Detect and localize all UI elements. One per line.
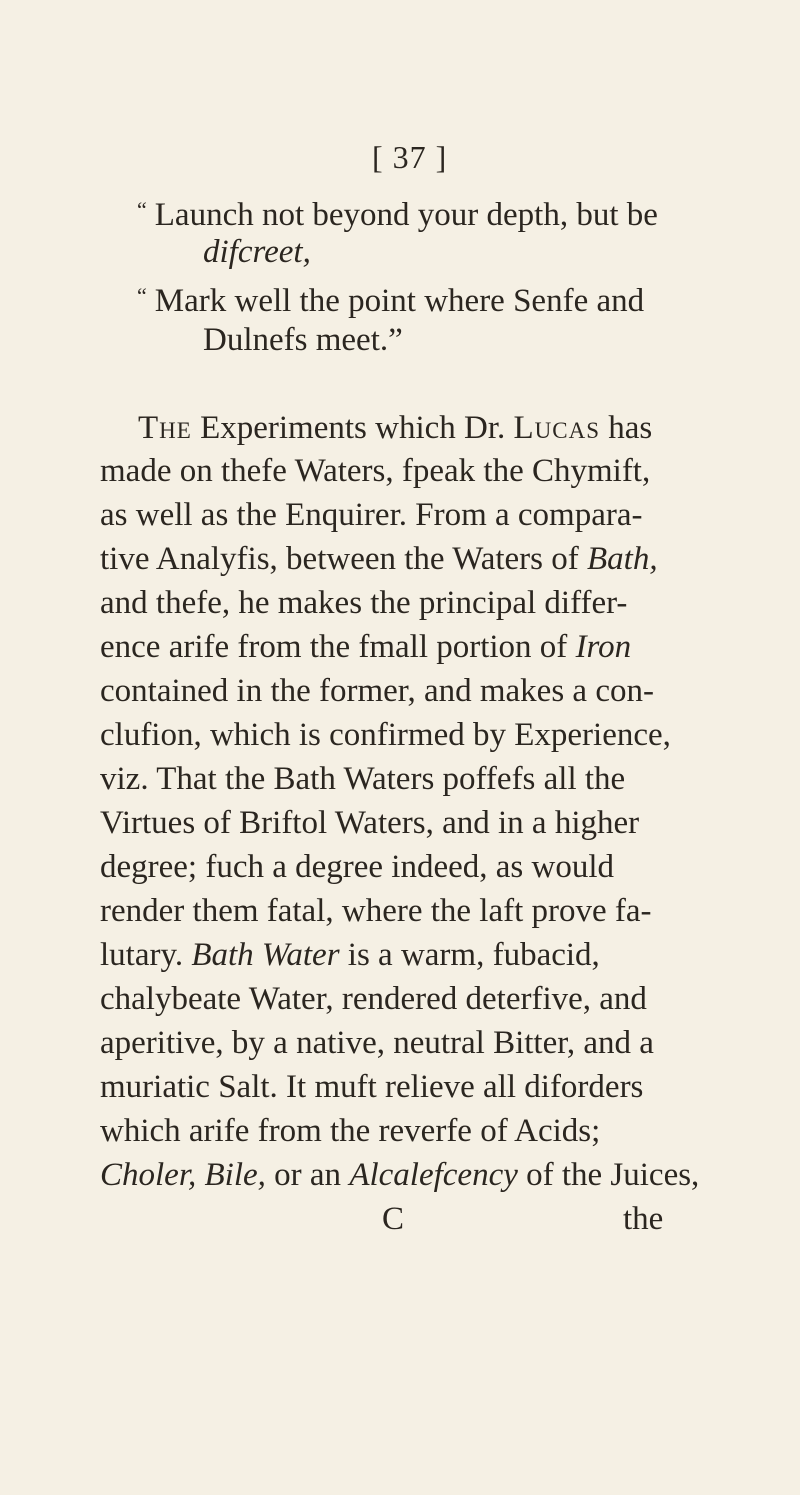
verse-line-2: difcreet, [203, 234, 311, 270]
paragraph-line-18 [100, 1155, 699, 1195]
paragraph-line-15: aperitive, by a native, neutral Bitter, and a [100, 1025, 654, 1061]
catchword: the [623, 1201, 664, 1237]
paragraph-line-1 [138, 408, 652, 448]
paragraph-line-16: muriatic Salt. It muft relieve all diforders [100, 1069, 644, 1105]
paragraph-line-11: degree; fuch a degree indeed, as would [100, 849, 615, 885]
quote-mark: “ [137, 283, 147, 308]
paragraph-line-17: which arife from the reverfe of Acids; [100, 1113, 601, 1149]
italic-bile: Bile, [196, 1157, 266, 1193]
paragraph-line-3: as well as the Enquirer. From a compara- [100, 497, 643, 533]
paragraph-line-7: contained in the former, and makes a con- [100, 673, 654, 709]
paragraph-line-5: and thefe, he makes the principal differ- [100, 585, 628, 621]
italic-choler: Choler, [100, 1157, 197, 1193]
paragraph-line-2: made on thefe Waters, fpeak the Chymift, [100, 453, 651, 489]
verse-line-3 [137, 276, 644, 321]
paragraph-line-14: chalybeate Water, rendered deterfive, and [100, 981, 647, 1017]
paragraph-line-13 [100, 935, 600, 975]
text-run: has [600, 410, 653, 446]
verse-line-4: Dulnefs meet.” [203, 322, 403, 358]
text-run: of the Juices, [517, 1157, 700, 1193]
italic-bath: Bath, [587, 541, 658, 577]
text-run: lutary. [100, 937, 192, 973]
page-number: [ 37 ] [372, 139, 448, 175]
paragraph-line-12: render them fatal, where the laft prove fa- [100, 893, 652, 929]
paragraph-line-9: viz. That the Bath Waters poffefs all the [100, 761, 626, 797]
text-run: tive Analyfis, between the Waters of [100, 541, 588, 577]
signature-mark: C [382, 1201, 405, 1237]
small-caps-the: The [138, 410, 192, 446]
paragraph-line-4 [100, 539, 658, 579]
text-run: is a warm, fubacid, [339, 937, 600, 973]
text-run: or an [265, 1157, 350, 1193]
italic-alcalefcency: Alcalefcency [349, 1157, 518, 1193]
text-run: ence arife from the fmall portion of [100, 629, 576, 665]
paragraph-line-10: Virtues of Briftol Waters, and in a higher [100, 805, 640, 841]
italic-iron: Iron [575, 629, 632, 665]
verse-text: Launch not beyond your depth, but be [154, 197, 658, 233]
quote-mark: “ [137, 197, 147, 222]
verse-text: Mark well the point where Senfe and [154, 283, 645, 319]
paragraph-line-8: clufion, which is confirmed by Experience, [100, 717, 671, 753]
text-run: Experiments which Dr. [191, 410, 514, 446]
verse-line-1 [137, 190, 658, 235]
author-name: Lucas [513, 410, 601, 446]
paragraph-line-6 [100, 627, 631, 667]
italic-bath-water: Bath Water [191, 937, 340, 973]
